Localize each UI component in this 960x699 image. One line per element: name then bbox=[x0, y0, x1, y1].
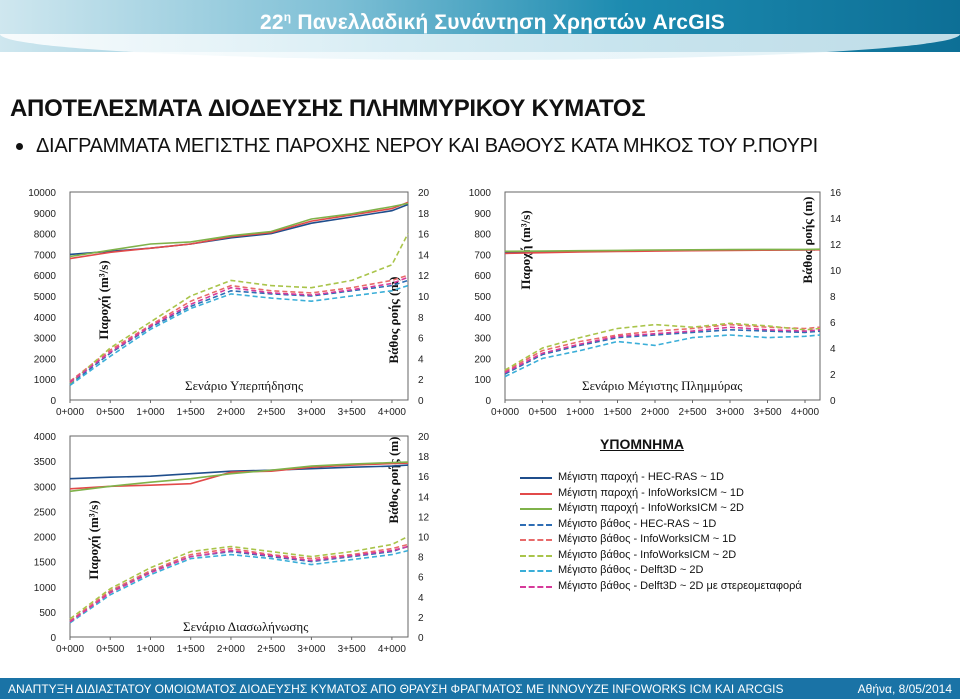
y2-tick-label: 4 bbox=[418, 354, 424, 366]
series-line bbox=[70, 551, 408, 623]
legend-label: Μέγιστο βάθος - Delft3D ~ 2D με στερεομεταφορά bbox=[558, 579, 802, 592]
y2-tick-label: 2 bbox=[830, 370, 836, 381]
y-tick-label: 1000 bbox=[33, 582, 56, 594]
y-tick-label: 4000 bbox=[33, 312, 56, 324]
x-tick-label: 1+000 bbox=[136, 644, 165, 655]
legend-line-icon bbox=[520, 493, 552, 495]
x-tick-label: 0+500 bbox=[528, 407, 557, 418]
x-tick-label: 4+000 bbox=[377, 407, 406, 418]
plot-frame bbox=[70, 436, 408, 637]
banner-text: Πανελλαδική Συνάντηση Χρηστών ArcGIS bbox=[297, 11, 725, 34]
series-line bbox=[70, 234, 408, 384]
y-tick-label: 3500 bbox=[33, 457, 56, 469]
x-tick-label: 3+000 bbox=[297, 644, 326, 655]
y-tick-label: 200 bbox=[474, 354, 491, 366]
y2-tick-label: 0 bbox=[418, 396, 424, 407]
legend-title: ΥΠΟΜΝΗΜΑ bbox=[600, 436, 684, 452]
y-tick-label: 1000 bbox=[468, 188, 491, 199]
legend-label: Μέγιστο βάθος - InfoWorksICM ~ 1D bbox=[558, 533, 737, 545]
y2-tick-label: 8 bbox=[418, 552, 424, 564]
footer-left-text: ΑΝΑΠΤΥΞΗ ΔΙΔΙΑΣΤΑΤΟΥ ΟΜΟΙΩΜΑΤΟΣ ΔΙΟΔΕΥΣΗΣ ΚΥΜΑΤΟΣ ΑΠΟ ΘΡΑΥΣΗ ΦΡΑΓΜΑΤΟΣ ΜΕ INNOVYZE INFOWORKS ICM ΚΑΙ ARCGIS bbox=[8, 682, 784, 696]
y2-tick-label: 10 bbox=[418, 532, 430, 544]
y2-tick-label: 12 bbox=[830, 240, 842, 251]
x-tick-label: 2+500 bbox=[257, 644, 286, 655]
footer-right-text: Αθήνα, 8/05/2014 bbox=[857, 682, 952, 696]
y2-tick-label: 6 bbox=[418, 572, 424, 584]
plot-frame bbox=[505, 192, 820, 400]
series-line bbox=[70, 537, 408, 619]
y-tick-label: 9000 bbox=[33, 208, 56, 220]
series-line bbox=[70, 547, 408, 622]
y2-tick-label: 2 bbox=[418, 612, 424, 624]
y-axis-label: Παροχή (m³/s) bbox=[518, 210, 533, 290]
y-tick-label: 1000 bbox=[33, 375, 56, 387]
legend-label: Μέγιστο βάθος - HEC-RAS ~ 1D bbox=[558, 517, 717, 530]
y-tick-label: 800 bbox=[474, 229, 491, 241]
y2-tick-label: 6 bbox=[830, 318, 836, 329]
x-tick-label: 1+000 bbox=[565, 407, 595, 418]
x-tick-label: 1+500 bbox=[176, 407, 205, 418]
x-tick-label: 2+000 bbox=[216, 644, 245, 655]
x-tick-label: 3+500 bbox=[337, 644, 366, 655]
x-tick-label: 0+000 bbox=[55, 407, 85, 418]
x-tick-label: 2+500 bbox=[257, 407, 286, 418]
legend-label: Μέγιστη παροχή - InfoWorksICM ~ 2D bbox=[558, 502, 744, 514]
y-tick-label: 0 bbox=[485, 396, 491, 407]
x-tick-label: 0+000 bbox=[490, 407, 520, 418]
y2-tick-label: 14 bbox=[418, 492, 430, 504]
series-line bbox=[70, 277, 408, 382]
y2-tick-label: 0 bbox=[418, 633, 424, 644]
y2-tick-label: 14 bbox=[830, 214, 842, 225]
x-tick-label: 3+000 bbox=[297, 407, 326, 418]
y2-tick-label: 0 bbox=[830, 396, 836, 407]
y-tick-label: 500 bbox=[39, 607, 56, 619]
y2-tick-label: 20 bbox=[418, 432, 430, 443]
y2-tick-label: 4 bbox=[830, 344, 836, 355]
x-tick-label: 3+500 bbox=[337, 407, 366, 418]
x-tick-label: 3+500 bbox=[753, 407, 782, 418]
y2-axis-label: Βάθος ροής (m) bbox=[800, 196, 815, 284]
y-tick-label: 500 bbox=[474, 292, 491, 303]
x-tick-label: 2+500 bbox=[678, 407, 707, 418]
y-tick-label: 4000 bbox=[33, 432, 56, 443]
y-tick-label: 100 bbox=[474, 375, 491, 387]
y-axis-label: Παροχή (m³/s) bbox=[86, 500, 101, 580]
y2-axis-label: Βάθος ροής (m) bbox=[386, 276, 401, 364]
y2-tick-label: 18 bbox=[418, 452, 430, 464]
x-tick-label: 1+500 bbox=[176, 644, 205, 655]
y-tick-label: 0 bbox=[50, 633, 56, 644]
y-tick-label: 8000 bbox=[33, 229, 56, 241]
series-line bbox=[505, 335, 820, 377]
y-tick-label: 2000 bbox=[33, 532, 56, 544]
legend-line-icon bbox=[520, 524, 552, 526]
y-tick-label: 600 bbox=[474, 271, 491, 283]
scenario-label: Σενάριο Διασωλήνωσης bbox=[183, 619, 309, 634]
y2-tick-label: 14 bbox=[418, 250, 430, 262]
y2-tick-label: 4 bbox=[418, 592, 424, 604]
legend-line-icon bbox=[520, 555, 552, 557]
y2-tick-label: 10 bbox=[418, 292, 430, 303]
x-tick-label: 1+500 bbox=[603, 407, 632, 418]
series-line bbox=[70, 286, 408, 386]
series-line bbox=[70, 203, 408, 256]
y2-tick-label: 10 bbox=[830, 266, 842, 277]
legend-label: Μέγιστο βάθος - InfoWorksICM ~ 2D bbox=[558, 548, 737, 561]
y2-axis-label: Βάθος ροής (m) bbox=[386, 436, 401, 524]
y-tick-label: 0 bbox=[50, 396, 56, 407]
legend-label: Μέγιστο βάθος - Delft3D ~ 2D bbox=[558, 564, 704, 576]
y2-tick-label: 18 bbox=[418, 208, 430, 220]
y2-tick-label: 20 bbox=[418, 188, 430, 199]
legend-line-icon bbox=[520, 570, 552, 572]
y-tick-label: 400 bbox=[474, 312, 491, 324]
y2-tick-label: 16 bbox=[418, 229, 430, 241]
x-tick-label: 2+000 bbox=[216, 407, 245, 418]
scenario-label: Σενάριο Μέγιστης Πλημμύρας bbox=[582, 378, 743, 393]
y-tick-label: 7000 bbox=[33, 250, 56, 262]
x-tick-label: 4+000 bbox=[790, 407, 820, 418]
y-tick-label: 2000 bbox=[33, 354, 56, 366]
y2-tick-label: 8 bbox=[418, 312, 424, 324]
banner-number: 22 bbox=[260, 11, 284, 34]
y-axis-label: Παροχή (m³/s) bbox=[96, 260, 111, 340]
y-tick-label: 2500 bbox=[33, 507, 56, 519]
legend-line-icon bbox=[520, 539, 552, 541]
y-tick-label: 900 bbox=[474, 208, 491, 220]
y-tick-label: 3000 bbox=[33, 333, 56, 345]
x-tick-label: 3+000 bbox=[715, 407, 745, 418]
x-tick-label: 2+000 bbox=[640, 407, 670, 418]
legend-line-icon bbox=[520, 477, 552, 479]
y-tick-label: 6000 bbox=[33, 271, 56, 283]
y-tick-label: 1500 bbox=[33, 557, 56, 569]
y-tick-label: 300 bbox=[474, 333, 491, 345]
y2-tick-label: 2 bbox=[418, 375, 424, 387]
y-tick-label: 700 bbox=[474, 250, 491, 262]
banner-sup: η bbox=[283, 10, 292, 24]
y2-tick-label: 16 bbox=[418, 472, 430, 484]
legend-label: Μέγιστη παροχή - InfoWorksICM ~ 1D bbox=[558, 486, 744, 499]
series-line bbox=[70, 547, 408, 622]
scenario-label: Σενάριο Υπερπήδησης bbox=[185, 378, 304, 393]
legend-line-icon bbox=[520, 508, 552, 510]
x-tick-label: 0+500 bbox=[96, 644, 125, 655]
y2-tick-label: 16 bbox=[830, 188, 842, 199]
bullet-text: ΔΙΑΓΡΑΜΜΑΤΑ ΜΕΓΙΣΤΗΣ ΠΑΡΟΧΗΣ ΝΕΡΟΥ ΚΑΙ ΒΑΘΟΥΣ ΚΑΤΑ ΜΗΚΟΣ ΤΟΥ Ρ.ΠΟΥΡΙ bbox=[36, 135, 818, 157]
x-tick-label: 1+000 bbox=[136, 407, 165, 418]
y2-tick-label: 8 bbox=[830, 292, 836, 303]
x-tick-label: 0+500 bbox=[96, 407, 125, 418]
legend-line-icon bbox=[520, 586, 552, 588]
y-tick-label: 5000 bbox=[33, 292, 56, 303]
x-tick-label: 4+000 bbox=[377, 644, 406, 655]
y-tick-label: 10000 bbox=[28, 188, 56, 199]
y2-tick-label: 6 bbox=[418, 333, 424, 345]
y2-tick-label: 12 bbox=[418, 512, 430, 524]
x-tick-label: 0+000 bbox=[55, 644, 85, 655]
y-tick-label: 3000 bbox=[33, 482, 56, 494]
legend-label: Μέγιστη παροχή - HEC-RAS ~ 1D bbox=[558, 471, 724, 483]
slide-title: ΑΠΟΤΕΛΕΣΜΑΤΑ ΔΙΟΔΕΥΣΗΣ ΠΛΗΜΜΥΡΙΚΟΥ ΚΥΜΑΤΟΣ bbox=[10, 95, 646, 122]
series-line bbox=[505, 330, 820, 374]
y2-tick-label: 12 bbox=[418, 271, 430, 283]
